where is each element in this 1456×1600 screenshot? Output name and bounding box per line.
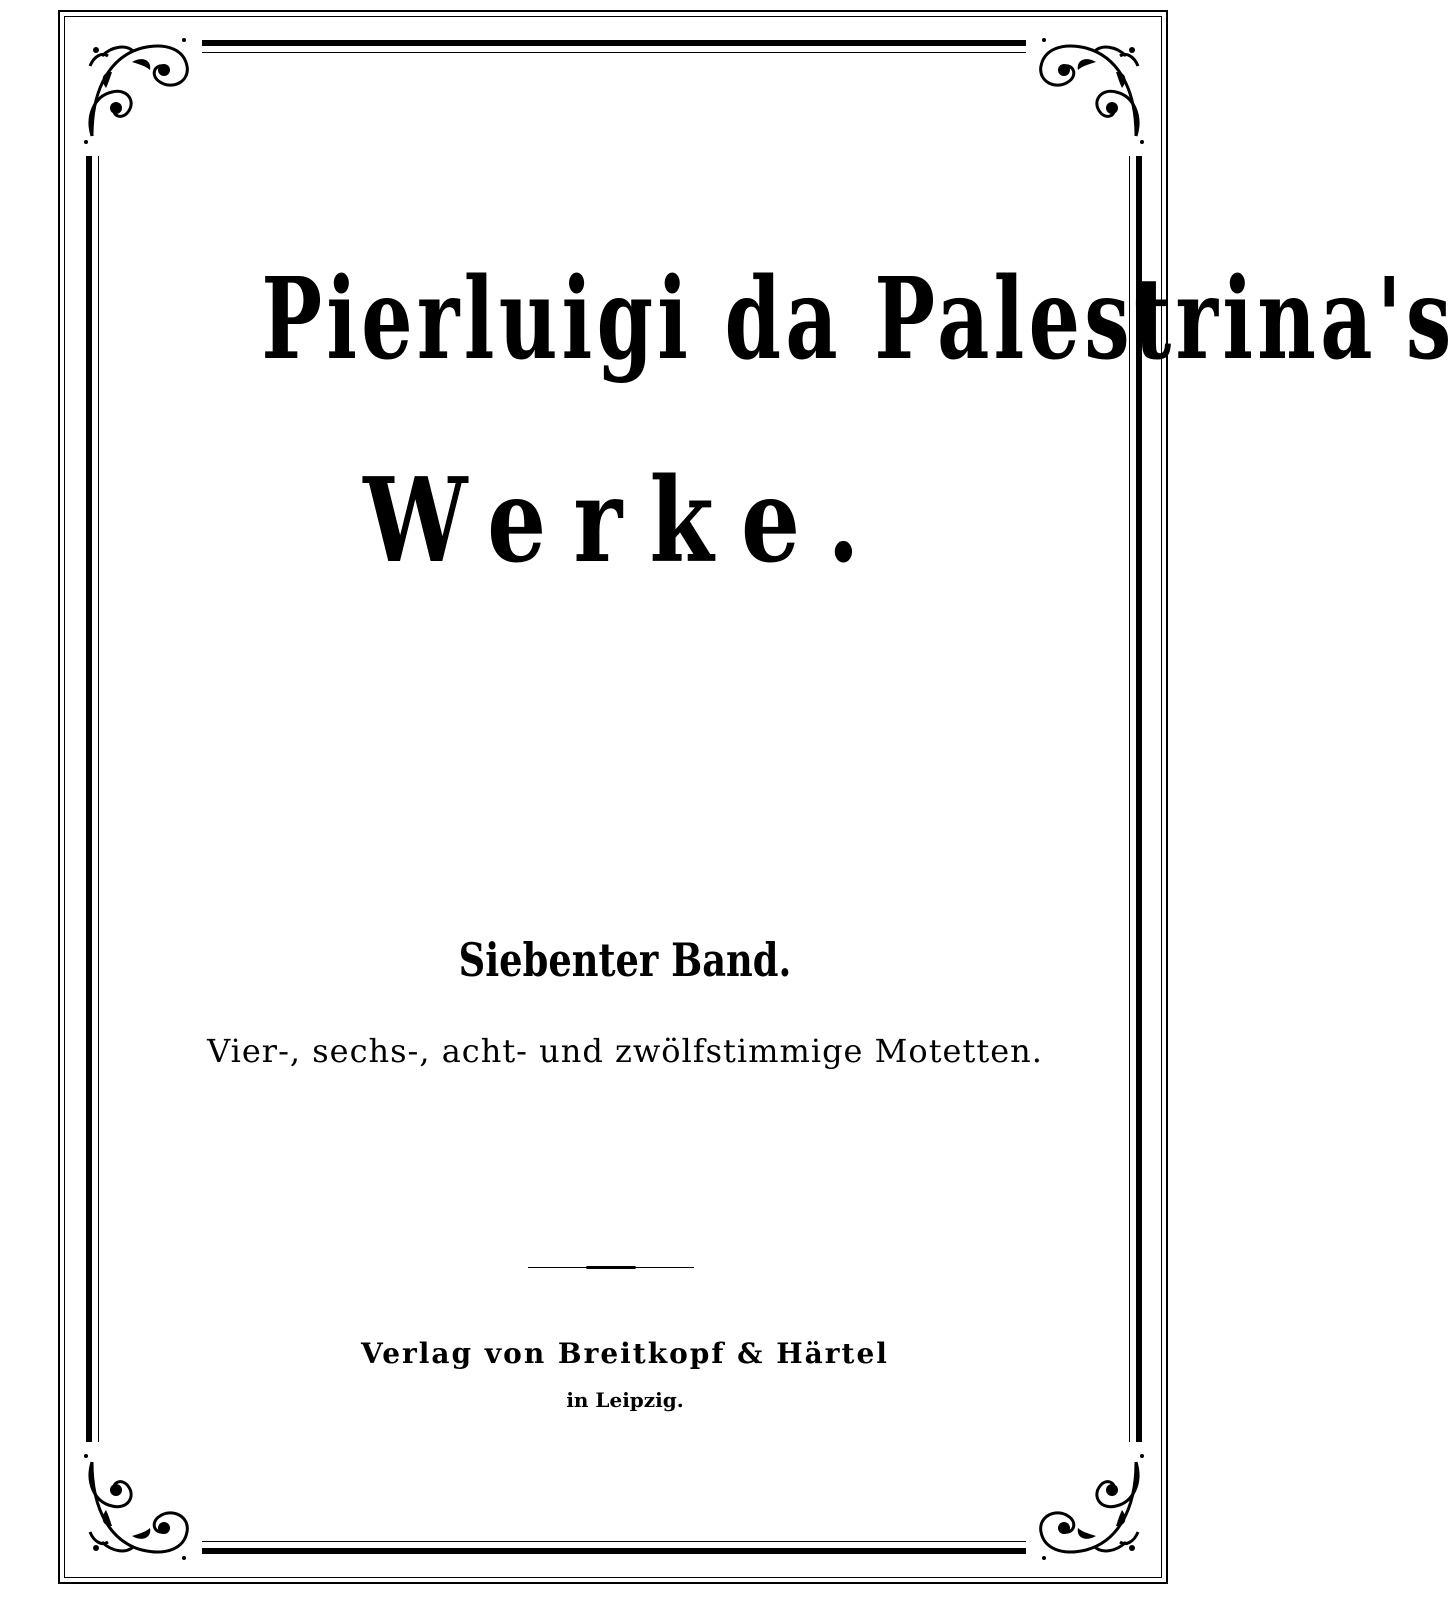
corner-ornament-top-left <box>72 26 202 156</box>
publisher-line: Verlag von Breitkopf & Härtel <box>361 1337 889 1370</box>
volume-subtitle: Vier-, sechs-, acht- und zwölfstimmige Motetten. <box>207 1032 1043 1070</box>
corner-ornament-top-right <box>1026 26 1156 156</box>
corner-ornament-bottom-left <box>72 1442 202 1572</box>
volume-heading: Siebenter Band. <box>458 933 792 987</box>
title-works: Werke. <box>363 453 887 589</box>
title-composer: Pierluigi da Palestrina's <box>261 254 1456 385</box>
ornamental-divider <box>528 1265 694 1270</box>
publisher-place: in Leipzig. <box>566 1388 684 1412</box>
corner-ornament-bottom-right <box>1026 1442 1156 1572</box>
divider-center-ornament <box>586 1266 636 1269</box>
